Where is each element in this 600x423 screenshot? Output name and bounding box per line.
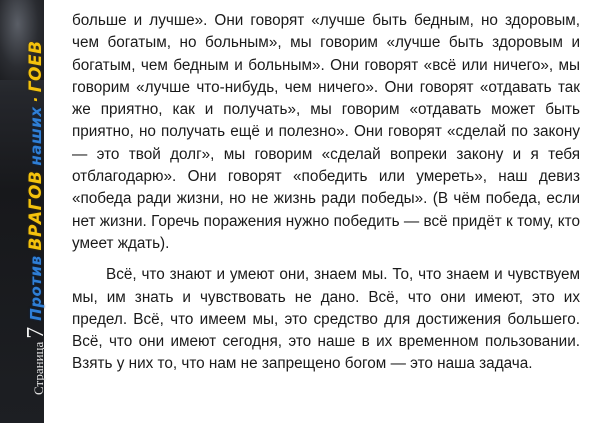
page-label (23, 327, 50, 395)
title-part-3: наших (27, 106, 45, 166)
sidebar-vertical-text (22, 40, 50, 409)
book-title (26, 40, 46, 320)
title-separator: · (27, 96, 45, 103)
paragraph-2: Всё, что знают и умеют они, знаем мы. То, что знаем и чувствуем мы, им знать и чувствовать не дано. Всё, что они имеют, это их предел. Всё, что имеем мы, это средство для достижения большего. Всё, что они имеют сегодня, это наше в их временном пользовании. Взять у них то, что нам не запрещено богом — это наша задача. (72, 266, 580, 373)
title-part-1: Против (27, 255, 45, 321)
title-part-2: ВРАГОВ (26, 170, 46, 251)
page-body (72, 10, 580, 385)
page-word: Страница (30, 341, 46, 395)
title-part-4: ГОЕВ (26, 40, 46, 93)
page-number: 7 (22, 326, 49, 339)
paragraph-1: больше и лучше». Они говорят «лучше быть бедным, но здоровым, чем богатым, но больным», мы говорим «лучше быть здоровым и богатым, чем бедным и больным». Они говорят «всё или ничего», мы говорим «лучше что-нибудь, чем ничего». Они говорят «отдавать так же приятно, как и получать», мы говорим «отдавать может быть приятно, но получать ещё и полезно». Они говорят «сделай по закону — это твой долг», мы говорим «сделай вопреки закону и я тебя отблагодарю». Они говорят «победить или умереть», наш девиз «победа ради жизни, но не жизнь ради победы». (В чём победа, если нет жизни. Горечь поражения нужно победить — всё придёт к тому, кто умеет ждать). (72, 12, 580, 252)
sidebar (0, 0, 49, 423)
